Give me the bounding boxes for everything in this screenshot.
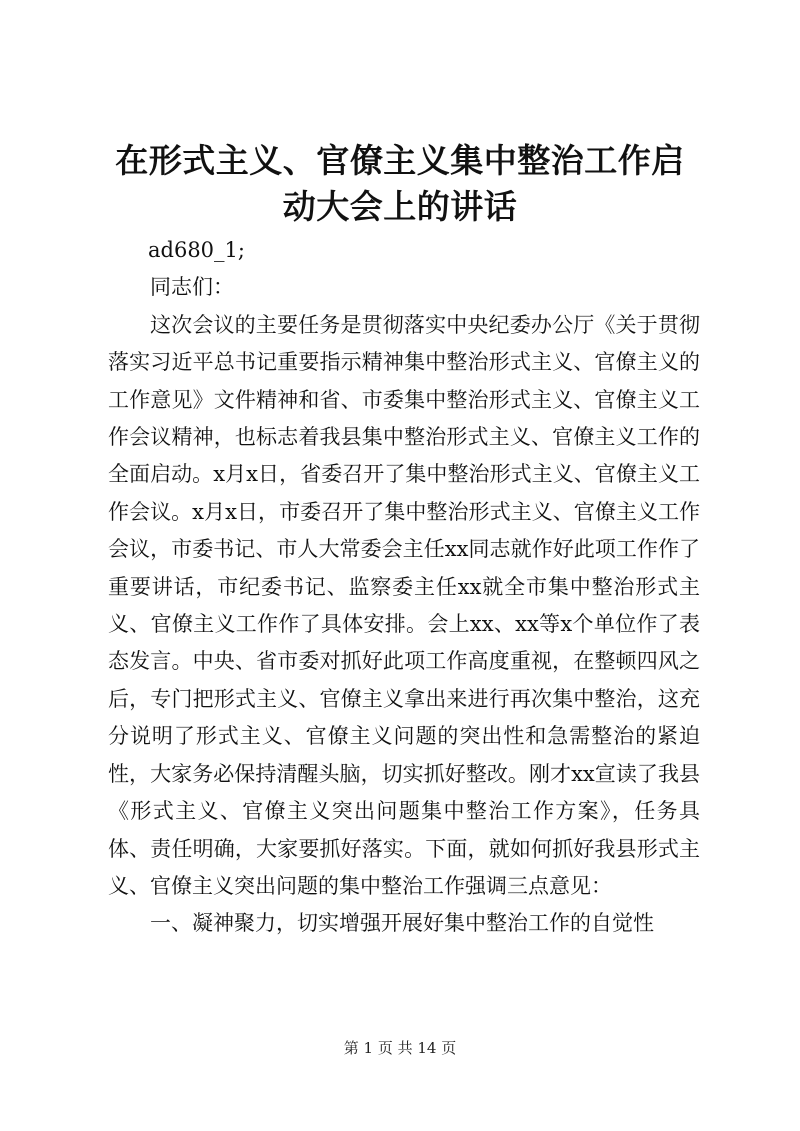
page-footer: 第 1 页 共 14 页 [343, 1039, 457, 1057]
salutation: 同志们： [150, 275, 234, 300]
document-title: 在形式主义、官僚主义集中整治工作启动大会上的讲话 [115, 141, 685, 226]
document-body [108, 232, 700, 943]
body-paragraph: 这次会议的主要任务是贯彻落实中央纪委办公厅《关于贯彻落实习近平总书记重要指示精神集中整治形式主义、官僚主义的工作意见》文件精神和省、市委集中整治形式主义、官僚主义工作会议精神，也标志着我县集中整治形式主义、官僚主义工作的全面启动。x月x日，省委召开了集中整治形式主义、官僚主义工作会议。x月x日，市委召开了集中整治形式主义、官僚主义工作会议，市委书记、市人大常委会主任xx同志就作好此项工作作了重要讲话，市纪委书记、监察委主任xx就全市集中整治形式主义、官僚主义工作作了具体安排。会上xx、xx等x个单位作了表态发言。中央、省市委对抓好此项工作高度重视，在整顿四风之后，专门把形式主义、官僚主义拿出来进行再次集中整治，这充分说明了形式主义、官僚主义问题的突出性和急需整治的紧迫性，大家务必保持清醒头脑，切实抓好整改。刚才xx宣读了我县《形式主义、官僚主义突出问题集中整治工作方案》，任务具体、责任明确，大家要抓好落实。下面，就如何抓好我县形式主义、官僚主义突出问题的集中整治工作强调三点意见： [108, 312, 700, 898]
reference-code: ad680_1; [148, 238, 245, 262]
section-heading: 一、凝神聚力，切实增强开展好集中整治工作的自觉性 [150, 911, 654, 936]
